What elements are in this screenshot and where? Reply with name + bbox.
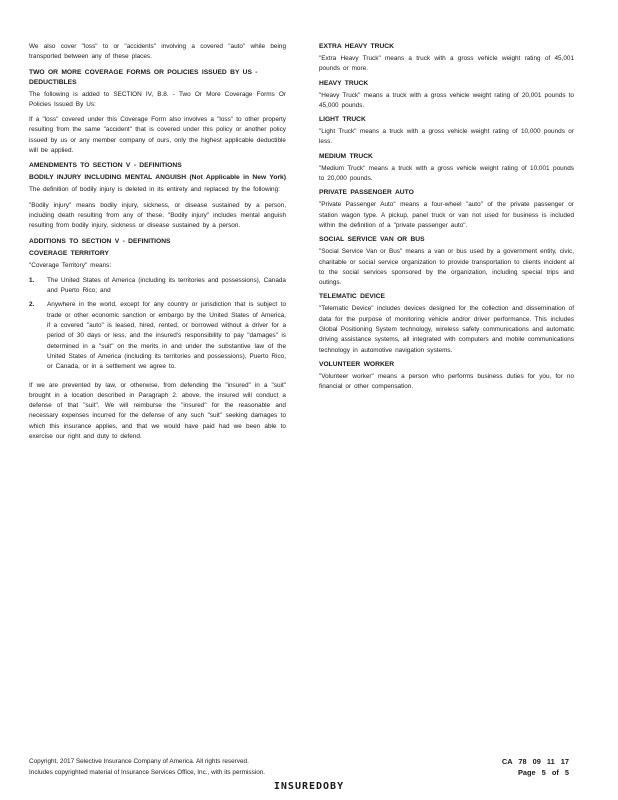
definition-text: "Private Passenger Auto" means a four-wheel "auto" of the private passenger or station wagon type. A pickup, panel truck or van not used for business is included within the definition of a "private passenger auto". <box>319 201 574 229</box>
definition-medium-truck <box>319 152 574 185</box>
territory-item-number: 2. <box>29 301 35 309</box>
form-identifier <box>502 757 569 778</box>
coverage-territory-heading: COVERAGE TERRITORY <box>29 249 109 257</box>
brand-watermark: INSUREDOBY <box>273 781 345 792</box>
territory-list <box>29 276 286 373</box>
two-or-more-paragraph-2: If a "loss" covered under this Coverage Form also involves a "loss" to other property resulting from the same "accident" that is covered under this policy or another policy issued by us or any member company of ours, only the highest applicable deductible will be applied. <box>29 116 286 155</box>
territory-item <box>29 300 286 372</box>
bodily-injury-heading: BODILY INJURY INCLUDING MENTAL ANGUISH (Not Applicable in New York) <box>29 174 286 182</box>
definition-heading: PRIVATE PASSENGER AUTO <box>319 189 414 197</box>
definition-text: "Light Truck" means a truck with a gross vehicle weight rating of 10,000 pounds or less. <box>319 128 574 146</box>
amendments-heading: AMENDMENTS TO SECTION V - DEFINITIONS <box>29 162 182 170</box>
definition-text: "Volunteer worker" means a person who performs business duties for you, for no financial or other compensation. <box>319 372 574 391</box>
definition-heavy-truck <box>319 79 574 112</box>
definition-text: "Social Service Van or Bus" means a van or bus used by a government entity, civic, charitable or social service organization to provide transportation to clients incident al to the social services sponsored by the organization, including special trips and outings. <box>319 248 574 287</box>
territory-item-number: 1. <box>29 276 35 284</box>
definition-heading: MEDIUM TRUCK <box>319 152 373 160</box>
right-column <box>319 42 574 397</box>
definition-heading: LIGHT TRUCK <box>319 116 366 124</box>
definition-social-service-van <box>319 235 574 288</box>
transport-coverage-paragraph: We also cover "loss" to or "accidents" involving a covered "auto" while being transported between any of these places. <box>29 43 286 61</box>
definition-volunteer-worker <box>319 360 574 393</box>
definition-text: "Heavy Truck" means a truck with a gross vehicle weight rating of 20,001 pounds to 45,000 pounds. <box>319 91 574 109</box>
two-or-more-heading: TWO OR MORE COVERAGE FORMS OR POLICIES ISSUED BY US - DEDUCTIBLES <box>29 68 258 86</box>
definition-extra-heavy-truck <box>319 42 574 75</box>
territory-item <box>29 276 286 297</box>
territory-item-text: Anywhere in the world, except for any country or jurisdiction that is subject to trade or other economic sanction or embargo by the United States of America, if a covered "auto" is leased, hired, rented, or borrowed without a driver for a period of 30 days or less, and the insured's responsibility to pay "damages" is determined in a "suit" on the merits in and under the substantive law of the United States of America (including its territories and possessions), Puerto Rico, or Canada, or in a settlement we agree to. <box>47 301 286 371</box>
bodily-injury-paragraph-1: The definition of bodily injury is deleted in its entirety and replaced by the following: <box>29 186 280 194</box>
coverage-territory-intro: "Coverage Territory" means: <box>29 261 112 269</box>
definition-telematic-device <box>319 292 574 355</box>
definition-heading: SOCIAL SERVICE VAN OR BUS <box>319 236 425 244</box>
copyright-line-2: Includes copyrighted material of Insurance Services Office, Inc., with its permission. <box>29 768 266 776</box>
definition-heading: TELEMATIC DEVICE <box>319 293 386 301</box>
definition-text: "Extra Heavy Truck" means a truck with a gross vehicle weight rating of 45,001 pounds or more. <box>319 55 574 73</box>
definition-text: "Telematic Device" includes devices designed for the collection and dissemination of data for the purpose of monitoring vehicle and/or driver performance. This includes Global Positioning System technology, wireless safety communications and automatic driving assistance systems, all integrated with computers and mobile communications technology in automotive navigation systems. <box>319 305 574 354</box>
definition-private-passenger-auto <box>319 188 574 231</box>
two-or-more-paragraph-1: The following is added to SECTION IV, B.8. - Two Or More Coverage Forms Or Policies Issued By Us: <box>29 90 286 108</box>
left-column <box>29 42 286 447</box>
definition-heading: EXTRA HEAVY TRUCK <box>319 43 394 50</box>
additions-heading: ADDITIONS TO SECTION V - DEFINITIONS <box>29 237 171 245</box>
definition-light-truck <box>319 115 574 148</box>
copyright-line-1: Copyright, 2017 Selective Insurance Company of America. All rights reserved. <box>29 758 249 765</box>
bodily-injury-paragraph-2: "Bodily injury" means bodily injury, sickness, or disease sustained by a person, including death resulting from any of these. "Bodily injury" includes mental anguish resulting from bodily injury, sickness or disease sustained by a person. <box>29 201 286 230</box>
definition-heading: VOLUNTEER WORKER <box>319 360 395 368</box>
page-number: Page 5 of 5 <box>517 767 569 777</box>
definition-text: "Medium Truck" means a truck with a gross vehicle weight rating of 10,001 pounds to 20,000 pounds. <box>319 164 574 183</box>
copyright-notice <box>29 757 449 778</box>
definition-heading: HEAVY TRUCK <box>319 79 369 87</box>
defense-paragraph: If we are prevented by law, or otherwise, from defending the "insured" in a "suit" brought in a location described in Paragraph 2. above, the insured will conduct a defense of that "suit". We will reimburse the "insured" for the reasonable and necessary expenses incurred for the defense of any such "suit" seeking damages to which this insurance applies, and that we would have paid had we been able to exercise our right and duty to defend. <box>29 381 286 441</box>
territory-item-text: The United States of America (including its territories and possessions), Canada and Puerto Rico; and <box>47 276 286 295</box>
form-number: CA 78 09 11 17 <box>501 757 569 766</box>
